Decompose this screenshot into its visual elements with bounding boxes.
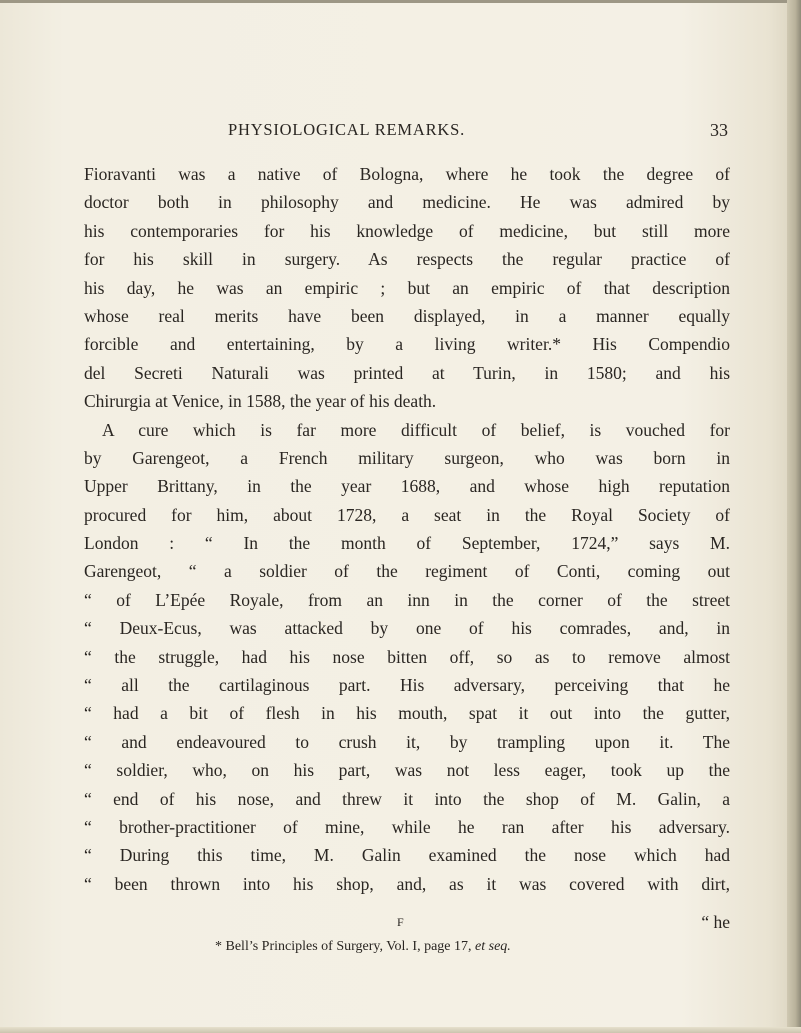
text-line: “ end of his nose, and threw it into the shop of M. Galin, a bbox=[84, 788, 730, 809]
page-bottom-edge bbox=[0, 1027, 801, 1033]
text-line: Chirurgia at Venice, in 1588, the year of his death. bbox=[84, 391, 437, 412]
text-line: forcible and entertaining, by a living writer.* His Compendio bbox=[84, 334, 730, 355]
text-line: “ Deux-Ecus, was attacked by one of his comrades, and, in bbox=[84, 618, 730, 639]
text-line: A cure which is far more difficult of belief, is vouched for bbox=[102, 419, 730, 440]
text-line: “ been thrown into his shop, and, as it was covered with dirt, bbox=[84, 873, 730, 894]
text-line: Upper Brittany, in the year 1688, and whose high reputation bbox=[84, 476, 730, 497]
text-line: his day, he was an empiric ; but an empiric of that description bbox=[84, 277, 730, 298]
text-line: “ brother-practitioner of mine, while he ran after his adversary. bbox=[84, 816, 730, 837]
text-line: “ soldier, who, on his part, was not less eager, took up the bbox=[84, 760, 730, 781]
text-line: for his skill in surgery. As respects the regular practice of bbox=[84, 249, 730, 270]
signature-mark: F bbox=[397, 915, 404, 929]
text-line: “ During this time, M. Galin examined the nose which had bbox=[84, 845, 730, 866]
body-text bbox=[84, 160, 730, 898]
footnote-italic: et seq. bbox=[475, 939, 511, 954]
text-line: by Garengeot, a French military surgeon, who was born in bbox=[84, 447, 730, 468]
page-number: 33 bbox=[710, 120, 728, 140]
text-line: Garengeot, “ a soldier of the regiment of Conti, coming out bbox=[84, 561, 730, 582]
catchword: “ he bbox=[701, 912, 730, 932]
running-head: PHYSIOLOGICAL REMARKS. bbox=[228, 120, 466, 139]
text-line: whose real merits have been displayed, in a manner equally bbox=[84, 305, 730, 326]
page-header bbox=[228, 120, 728, 144]
text-line: Fioravanti was a native of Bologna, where he took the degree of bbox=[84, 164, 730, 184]
text-line: “ and endeavoured to crush it, by trampling upon it. The bbox=[84, 731, 730, 752]
text-line: London : “ In the month of September, 1724,” says M. bbox=[84, 533, 730, 554]
footnote-text: * Bell’s Principles of Surgery, Vol. I, page 17, bbox=[215, 939, 472, 954]
top-edge-rule bbox=[0, 0, 801, 3]
signature-line bbox=[84, 908, 730, 936]
text-line: his contemporaries for his knowledge of medicine, but still more bbox=[84, 220, 730, 241]
footnote bbox=[215, 936, 511, 958]
text-line: “ had a bit of flesh in his mouth, spat it out into the gutter, bbox=[84, 703, 730, 724]
text-line: “ the struggle, had his nose bitten off, so as to remove almost bbox=[84, 646, 730, 667]
text-line: doctor both in philosophy and medicine. He was admired by bbox=[84, 192, 730, 213]
text-line: procured for him, about 1728, a seat in the Royal Society of bbox=[84, 504, 730, 525]
text-line: del Secreti Naturali was printed at Turin, in 1580; and his bbox=[84, 362, 730, 383]
page-right-edge bbox=[787, 0, 801, 1033]
text-line: “ of L’Epée Royale, from an inn in the corner of the street bbox=[84, 589, 730, 610]
text-line: “ all the cartilaginous part. His adversary, perceiving that he bbox=[84, 675, 730, 696]
